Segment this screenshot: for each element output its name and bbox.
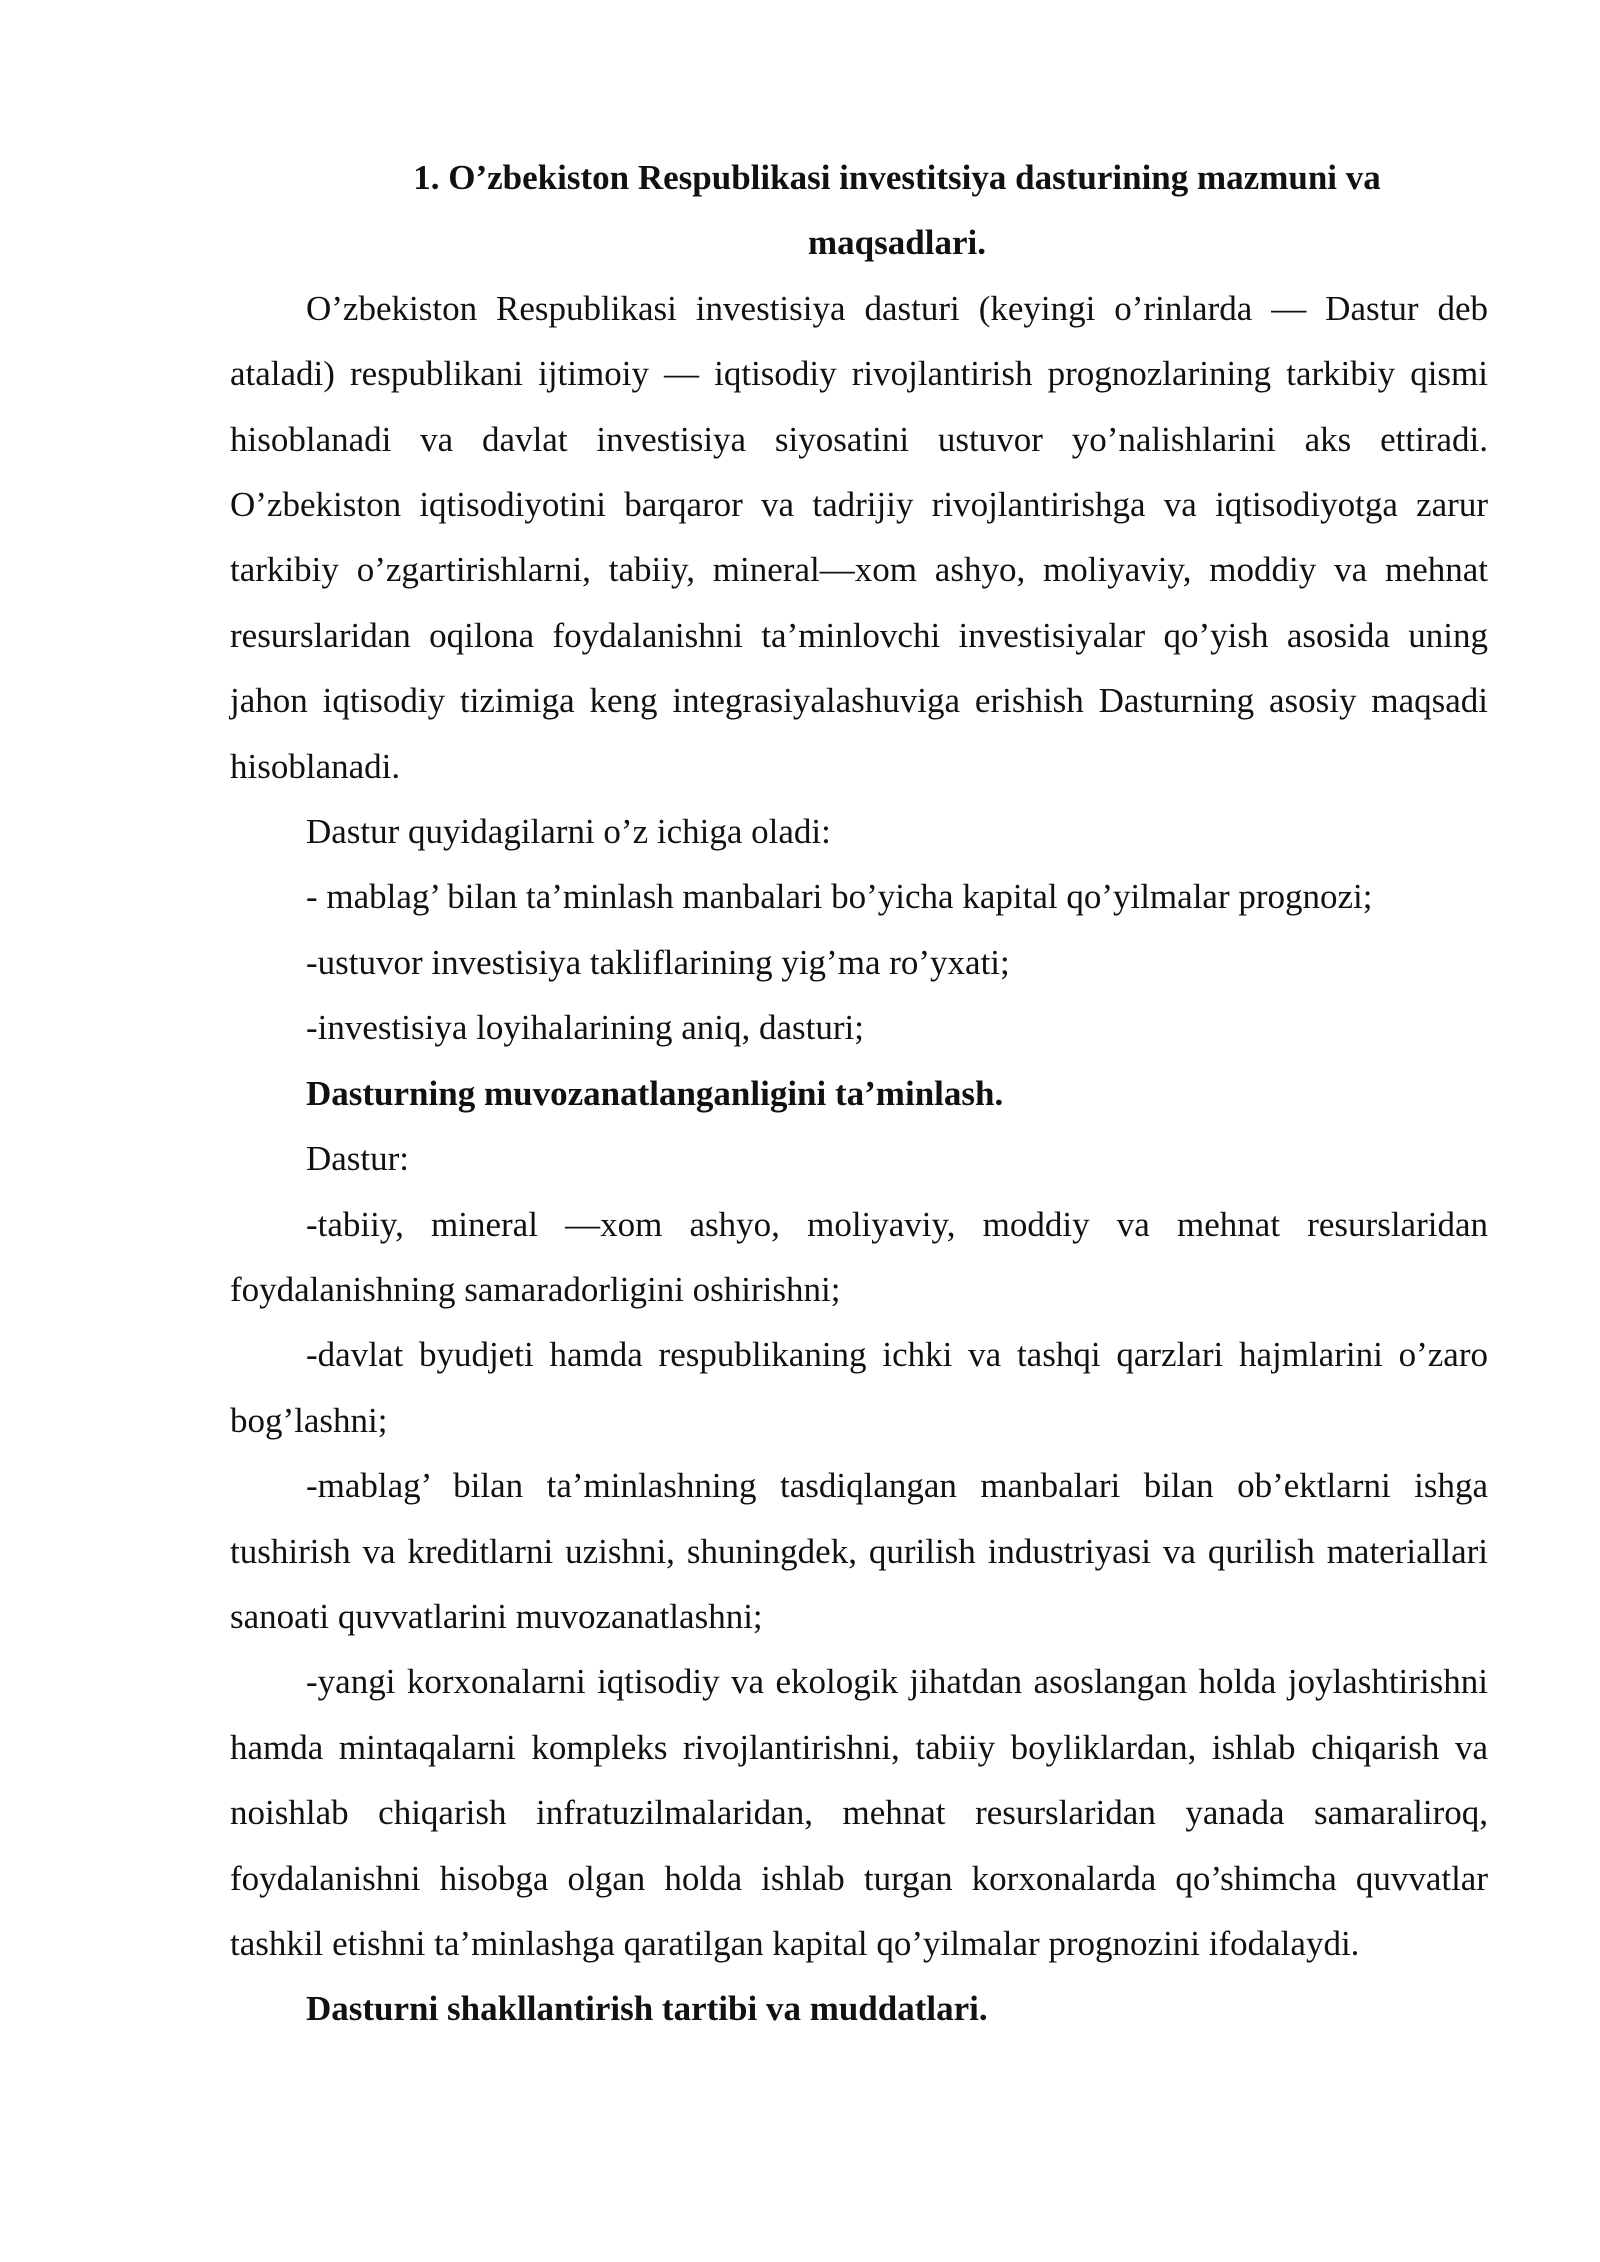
document-title (230, 145, 1488, 276)
paragraph: -yangi korxonalarni iqtisodiy va ekologik jihatdan asoslangan holda joylashtirishni hamda mintaqalarni kompleks rivojlantirishni, tabiiy boyliklardan, ishlab chiqarish va noishlab chiqarish infratuzilmalaridan, mehnat resurslaridan yanada samaraliroq, foydalanishni hisobga olgan holda ishlab turgan korxonalarda qo’shimcha quvvatlar tashkil etishni ta’minlashga qaratilgan kapital qo’yilmalar prognozini ifodalaydi. (230, 1662, 1488, 1963)
title-line-2: maqsadlari. (808, 223, 986, 263)
section-heading: Dasturning muvozanatlanganligini ta’minlash. (306, 1073, 1004, 1113)
paragraph: Dastur: (306, 1139, 410, 1179)
title-line-1: 1. O’zbekiston Respublikasi investitsiya dasturining mazmuni va (413, 158, 1381, 197)
section-heading: Dasturni shakllantirish tartibi va muddatlari. (306, 1989, 988, 2029)
list-item: - mablag’ bilan ta’minlash manbalari bo’yicha kapital qo’yilmalar prognozi; (306, 877, 1373, 917)
list-item: -investisiya loyihalarining aniq, dasturi; (306, 1008, 864, 1048)
intro-paragraph: O’zbekiston Respublikasi investisiya dasturi (keyingi o’rinlarda — Dastur deb ataladi) respublikani ijtimoiy — iqtisodiy rivojlantirish prognozlarining tarkibiy qismi hisoblanadi va davlat investisiya siyosatini ustuvor yo’nalishlarini aks ettiradi. O’zbekiston iqtisodiyotini barqaror va tadrijiy rivojlantirishga va iqtisodiyotga zarur tarkibiy o’zgartirishlarni, tabiiy, mineral—xom ashyo, moliyaviy, moddiy va mehnat resurslaridan oqilona foydalanishni ta’minlovchi investisiyalar qo’yish asosida uning jahon iqtisodiy tizimiga keng integrasiyalashuviga erishish Dasturning asosiy maqsadi hisoblanadi. (230, 288, 1488, 786)
list-item: -ustuvor investisiya takliflarining yig’ma ro’yxati; (306, 942, 1010, 982)
paragraph: -tabiiy, mineral —xom ashyo, moliyaviy, moddiy va mehnat resurslaridan foydalanishning samaradorligini oshirishni; (230, 1204, 1488, 1309)
paragraph: -mablag’ bilan ta’minlashning tasdiqlangan manbalari bilan ob’ektlarni ishga tushirish va kreditlarni uzishni, shuningdek, qurilish industriyasi va qurilish materiallari sanoati quvvatlarini muvozanatlashni; (230, 1466, 1488, 1636)
list-intro: Dastur quyidagilarni o’z ichiga oladi: (306, 812, 831, 852)
paragraph: -davlat byudjeti hamda respublikaning ichki va tashqi qarzlari hajmlarini o’zaro bog’lashni; (230, 1335, 1488, 1440)
